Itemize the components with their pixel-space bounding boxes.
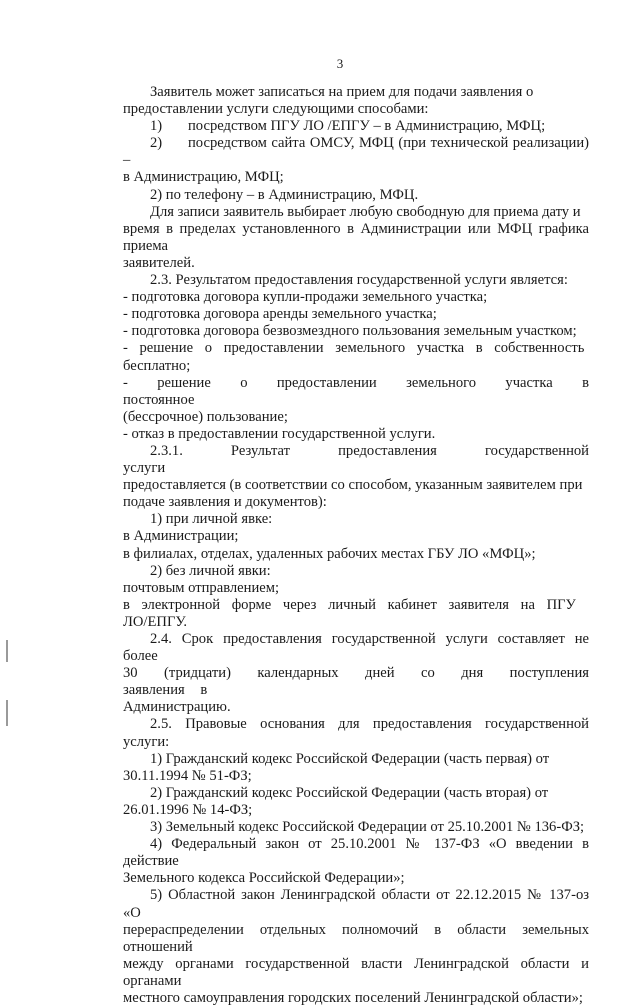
list-number: 1) <box>150 118 163 135</box>
text-line: 2) без личной явки: <box>150 562 271 579</box>
text-line: заявителей. <box>123 254 195 271</box>
list-item <box>123 118 589 135</box>
text-line: - подготовка договора безвозмездного пользования земельным участком; <box>123 323 577 340</box>
text-line: время в пределах установленного в Администрации или МФЦ графика приема <box>123 220 589 254</box>
text-line: 2) по телефону – в Администрацию, МФЦ. <box>150 186 419 203</box>
list-text: посредством сайта ОМСУ, МФЦ (при технической реализации) – <box>123 135 589 169</box>
list-text: посредством ПГУ ЛО /ЕПГУ – в Администрацию, МФЦ; <box>188 118 546 135</box>
text-line: бесплатно; <box>123 357 191 374</box>
text-line: предоставлении услуги следующими способами: <box>123 101 429 118</box>
text-line: 30 (тридцати) календарных дней со дня поступления заявления в <box>123 665 589 699</box>
text-line: - решение о предоставлении земельного участка в постоянное <box>123 374 589 408</box>
page-number: 3 <box>336 56 344 71</box>
text-line: перераспределении отдельных полномочий в области земельных отношений <box>123 921 589 955</box>
text-line: - решение о предоставлении земельного участка в собственность <box>123 340 585 357</box>
text-line: почтовым отправлением; <box>123 579 280 596</box>
document-body <box>123 84 589 1007</box>
text-line: в филиалах, отделах, удаленных рабочих местах ГБУ ЛО «МФЦ»; <box>123 545 536 562</box>
text-line: в Администрации; <box>123 528 239 545</box>
section-heading: 2.3. Результатом предоставления государственной услуги является: <box>150 272 568 289</box>
list-item <box>123 135 589 169</box>
scan-artifact <box>6 700 8 726</box>
text-line: 4) Федеральный закон от 25.10.2001 № 137-ФЗ «О введении в действие <box>123 836 589 870</box>
section-heading: 2.4. Срок предоставления государственной услуги составляет не более <box>123 631 589 665</box>
text-line: подаче заявления и документов): <box>123 494 327 511</box>
scan-artifact <box>6 640 8 662</box>
text-line: местного самоуправления городских поселений Ленинградской области»; <box>123 989 583 1006</box>
list-number: 2) <box>150 135 163 152</box>
text-line: Для записи заявитель выбирает любую свободную для приема дату и <box>150 203 581 220</box>
section-heading: 2.3.1. Результат предоставления государственной услуги <box>123 442 589 477</box>
text-line: Заявитель может записаться на прием для подачи заявления о <box>150 84 534 100</box>
section-heading: 2.5. Правовые основания для предоставления государственной услуги: <box>123 716 589 750</box>
text-line: в электронной форме через личный кабинет заявителя на ПГУ <box>123 596 576 613</box>
text-line: - отказ в предоставлении государственной услуги. <box>123 425 436 442</box>
text-line: 26.01.1996 № 14-ФЗ; <box>123 801 253 818</box>
text-line: 1) при личной явке: <box>150 511 273 528</box>
text-line: между органами государственной власти Ленинградской области и органами <box>123 955 589 989</box>
text-line: 5) Областной закон Ленинградской области от 22.12.2015 № 137-оз «О <box>123 887 589 921</box>
text-line: предоставляется (в соответствии со способом, указанным заявителем при <box>123 477 583 494</box>
text-line: 30.11.1994 № 51-ФЗ; <box>123 767 252 784</box>
text-line: Земельного кодекса Российской Федерации»; <box>123 870 405 887</box>
text-line: - подготовка договора аренды земельного участка; <box>123 306 437 323</box>
text-line: (бессрочное) пользование; <box>123 408 288 425</box>
text-line: Администрацию. <box>123 699 231 716</box>
text-line: 3) Земельный кодекс Российской Федерации от 25.10.2001 № 136-ФЗ; <box>150 819 585 836</box>
text-line: в Администрацию, МФЦ; <box>123 169 284 186</box>
text-line: - подготовка договора купли-продажи земельного участка; <box>123 289 488 306</box>
text-line: 2) Гражданский кодекс Российской Федерации (часть вторая) от <box>150 784 549 801</box>
text-line: 1) Гражданский кодекс Российской Федерации (часть первая) от <box>150 750 550 767</box>
text-line: ЛО/ЕПГУ. <box>123 613 187 630</box>
